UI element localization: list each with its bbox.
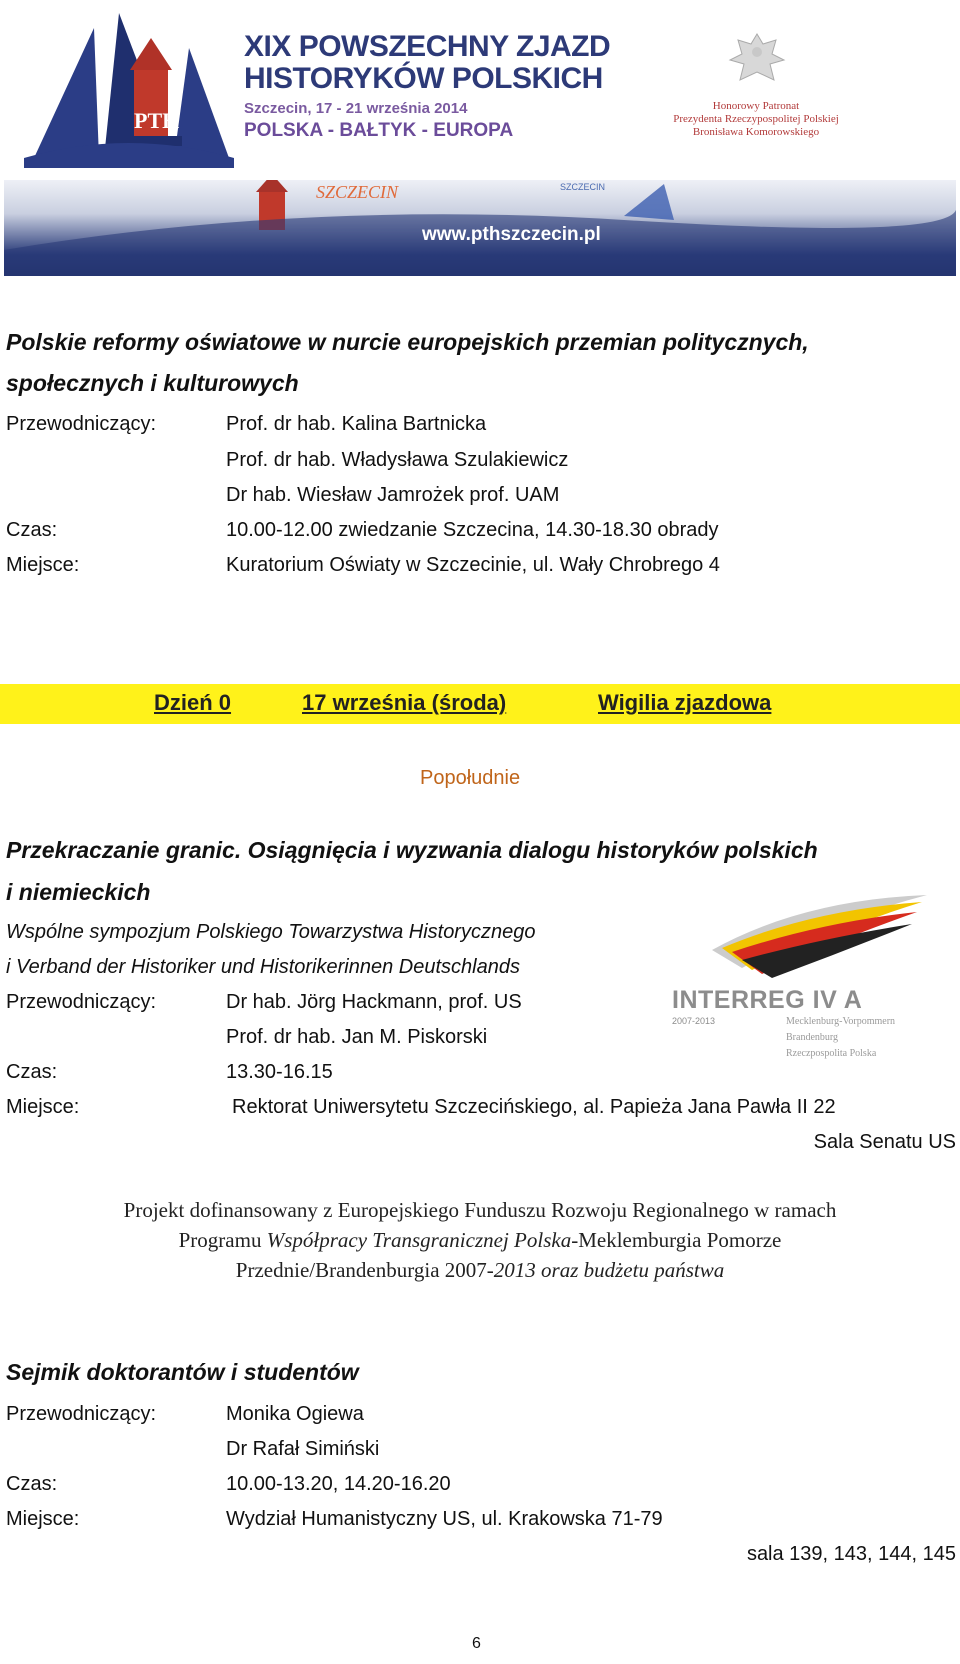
session1-title-line2: społecznych i kulturowych <box>6 370 299 396</box>
session3-place-label: Miejsce: <box>6 1508 80 1530</box>
session3-place: Wydział Humanistyczny US, ul. Krakowska 71-79 <box>226 1508 663 1530</box>
banner-footer-strip <box>4 180 956 276</box>
session2-chair-label: Przewodniczący: <box>6 991 157 1013</box>
interreg-region-2: Brandenburg <box>786 1032 839 1043</box>
session1-chair-1: Prof. dr hab. Kalina Bartnicka <box>226 413 487 435</box>
session2-place: Rektorat Uniwersytetu Szczecińskiego, al. Papieża Jana Pawła II 22 <box>232 1096 836 1118</box>
day-date: 17 września (środa) <box>302 690 507 715</box>
patronage-line2: Prezydenta Rzeczypospolitej Polskiej <box>673 113 839 125</box>
session3-chair-1: Monika Ogiewa <box>226 1403 364 1425</box>
session2-place-label: Miejsce: <box>6 1096 80 1118</box>
session2-time: 13.30-16.15 <box>226 1061 333 1083</box>
session3-title: Sejmik doktorantów i studentów <box>6 1359 359 1385</box>
funding-line3: Przednie/Brandenburgia 2007-2013 oraz budżetu państwa <box>235 1258 725 1282</box>
day-number: Dzień 0 <box>154 690 232 715</box>
funding-line2: Programu Współpracy Transgranicznej Polska-Meklemburgia Pomorze <box>178 1228 782 1252</box>
session3-chair-2: Dr Rafał Simiński <box>226 1438 380 1460</box>
session2-title-line1: Przekraczanie granic. Osiągnięcia i wyzwania dialogu historyków polskich <box>6 837 818 863</box>
session1-chair-label: Przewodniczący: <box>6 413 157 435</box>
session2-chair-2: Prof. dr hab. Jan M. Piskorski <box>226 1026 488 1048</box>
flag-swoosh-icon <box>712 890 932 980</box>
day-name: Wigilia zjazdowa <box>598 690 772 715</box>
website-link[interactable]: www.pthszczecin.pl <box>422 224 601 245</box>
funding-line1: Projekt dofinansowany z Europejskiego Funduszu Rozwoju Regionalnego w ramach <box>123 1198 837 1222</box>
eagle-emblem-icon <box>726 30 788 92</box>
session1-chair-2: Prof. dr hab. Władysława Szulakiewicz <box>226 449 569 471</box>
patronage-line1: Honorowy Patronat <box>712 100 800 112</box>
session2-chair-1: Dr hab. Jörg Hackmann, prof. US <box>226 991 522 1013</box>
interreg-years: 2007-2013 <box>672 1016 716 1026</box>
interreg-name: INTERREG IV A <box>672 986 863 1014</box>
session1-place-label: Miejsce: <box>6 554 80 576</box>
banner-city-script: SZCZECIN <box>316 182 399 202</box>
session3-rooms: sala 139, 143, 144, 145 <box>746 1543 956 1565</box>
congress-logo <box>24 8 234 178</box>
page-number: 6 <box>472 1635 481 1652</box>
session3-chair-label: Przewodniczący: <box>6 1403 157 1425</box>
session1-chair-3: Dr hab. Wiesław Jamrożek prof. UAM <box>226 484 560 506</box>
patronage-line3: Bronisława Komorowskiego <box>692 126 820 138</box>
session2-room: Sala Senatu US <box>813 1131 956 1153</box>
banner-title-line1: XIX POWSZECHNY ZJAZD <box>244 30 611 63</box>
session2-subtitle-line2: i Verband der Historiker und Historikerinnen Deutschlands <box>6 956 520 978</box>
session3-time: 10.00-13.20, 14.20-16.20 <box>226 1473 451 1495</box>
session2-time-label: Czas: <box>6 1061 58 1083</box>
session2-title-line2: i niemieckich <box>6 879 151 905</box>
banner-dates: Szczecin, 17 - 21 września 2014 <box>244 100 468 117</box>
session3-time-label: Czas: <box>6 1473 58 1495</box>
session2-subtitle-line1: Wspólne sympozjum Polskiego Towarzystwa Historycznego <box>6 921 536 943</box>
header-banner <box>4 0 956 276</box>
session1-title-line1: Polskie reformy oświatowe w nurcie europejskich przemian politycznych, <box>6 329 809 355</box>
day-period: Popołudnie <box>420 767 521 789</box>
session1-time-label: Czas: <box>6 519 58 541</box>
banner-title-line2: HISTORYKÓW POLSKICH <box>244 62 603 95</box>
banner-motto: POLSKA - BAŁTYK - EUROPA <box>244 120 514 141</box>
interreg-logo <box>672 890 942 1070</box>
session1-time: 10.00-12.00 zwiedzanie Szczecina, 14.30-18.30 obrady <box>226 519 719 541</box>
banner-city-small: SZCZECIN <box>560 182 605 192</box>
interreg-region-1: Mecklenburg-Vorpommern <box>786 1016 896 1027</box>
interreg-region-3: Rzeczpospolita Polska <box>786 1048 877 1059</box>
day-header-bar <box>0 684 960 724</box>
svg-text:PTH: PTH <box>134 108 180 133</box>
session1-place: Kuratorium Oświaty w Szczecinie, ul. Wały Chrobrego 4 <box>226 554 720 576</box>
